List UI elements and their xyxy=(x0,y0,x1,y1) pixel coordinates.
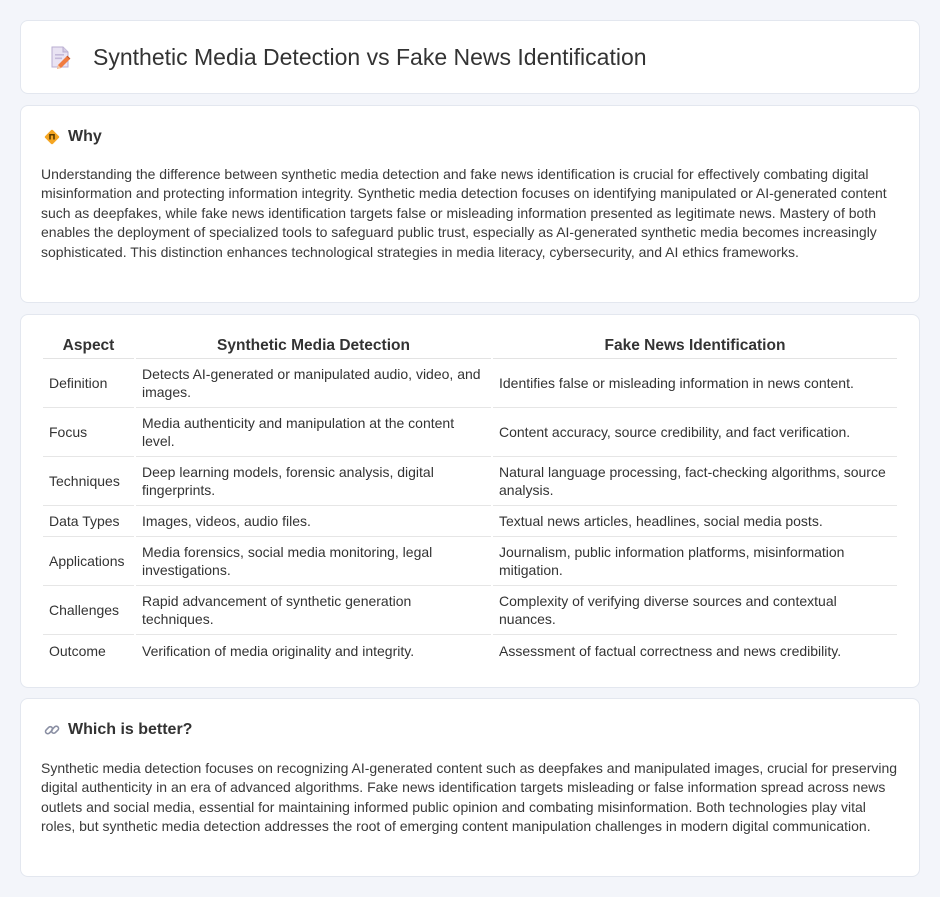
table-row xyxy=(43,408,897,457)
why-title: Why xyxy=(68,128,102,145)
table-cell-aspect: Techniques xyxy=(43,457,134,506)
header-card xyxy=(20,20,920,94)
link-icon xyxy=(43,721,61,739)
why-text: Understanding the difference between synthetic media detection and fake news identification is crucial for effectively combating digital misinformation and protecting information integrity. Synthetic media detection focuses on identifying manipulated or AI-generated content such as deepfakes, while fake news identification targets false or misleading information presented as legitimate news. Mastery of both enables the deployment of specialized tools to safeguard public trust, especially as AI-generated synthetic media becomes increasingly sophisticated. This distinction enhances technological strategies in media literacy, cybersecurity, and AI ethics frameworks. xyxy=(41,166,887,260)
table-row xyxy=(43,537,897,586)
table-cell-synthetic: Media authenticity and manipulation at the content level. xyxy=(136,408,491,457)
column-header-aspect: Aspect xyxy=(43,335,134,359)
table-cell-fake-news: Assessment of factual correctness and news credibility. xyxy=(499,642,842,659)
table-cell-synthetic: Deep learning models, forensic analysis, digital fingerprints. xyxy=(136,457,491,506)
better-heading xyxy=(43,721,192,739)
table-row xyxy=(43,586,897,635)
which-is-better-section xyxy=(20,698,920,877)
table-cell-fake-news: Complexity of verifying diverse sources and contextual nuances. xyxy=(493,586,897,635)
column-header-fake-news: Fake News Identification xyxy=(493,335,897,359)
table-row xyxy=(43,457,897,506)
table-cell-aspect: Definition xyxy=(43,359,134,408)
table-cell-synthetic: Media forensics, social media monitoring, legal investigations. xyxy=(136,537,491,586)
table-cell-fake-news: Natural language processing, fact-checking algorithms, source analysis. xyxy=(493,457,897,506)
table-cell-synthetic: Detects AI-generated or manipulated audio, video, and images. xyxy=(136,359,491,408)
table-cell-synthetic: Images, videos, audio files. xyxy=(136,506,491,537)
table-cell-fake-news: Journalism, public information platforms, misinformation mitigation. xyxy=(493,537,897,586)
column-header-synthetic: Synthetic Media Detection xyxy=(136,335,491,359)
comparison-table xyxy=(41,335,899,666)
why-section xyxy=(20,105,920,303)
comparison-table-card xyxy=(20,314,920,688)
page-title: Synthetic Media Detection vs Fake News Identification xyxy=(93,43,647,70)
table-cell-aspect: Focus xyxy=(43,408,134,457)
table-cell-fake-news: Textual news articles, headlines, social media posts. xyxy=(493,506,897,537)
table-row xyxy=(43,506,897,537)
table-cell-synthetic: Verification of media originality and integrity. xyxy=(142,642,415,659)
table-cell-synthetic: Rapid advancement of synthetic generation techniques. xyxy=(136,586,491,635)
table-cell-fake-news: Content accuracy, source credibility, and fact verification. xyxy=(493,408,897,457)
why-heading xyxy=(43,128,102,146)
table-cell-aspect: Challenges xyxy=(43,586,134,635)
table-header-row xyxy=(43,335,897,359)
better-text: Synthetic media detection focuses on recognizing AI-generated content such as deepfakes and manipulated images, crucial for preserving digital authenticity in an era of advanced algorithms. Fake news identification targets misleading or false information spread across news outlets and social media, essential for maintaining informed public opinion and combating misinformation. Both technologies play vital roles, but synthetic media detection addresses the root of emerging content manipulation challenges in modern digital communication. xyxy=(41,760,898,835)
table-cell-aspect: Applications xyxy=(43,537,134,586)
table-row xyxy=(43,635,897,666)
diamond-sign-icon xyxy=(43,128,61,146)
table-cell-fake-news: Identifies false or misleading information in news content. xyxy=(493,359,897,408)
better-title: Which is better? xyxy=(68,721,193,738)
document-edit-icon xyxy=(47,44,73,70)
table-cell-aspect: Outcome xyxy=(49,642,106,659)
table-cell-aspect: Data Types xyxy=(43,506,134,537)
table-row xyxy=(43,359,897,408)
